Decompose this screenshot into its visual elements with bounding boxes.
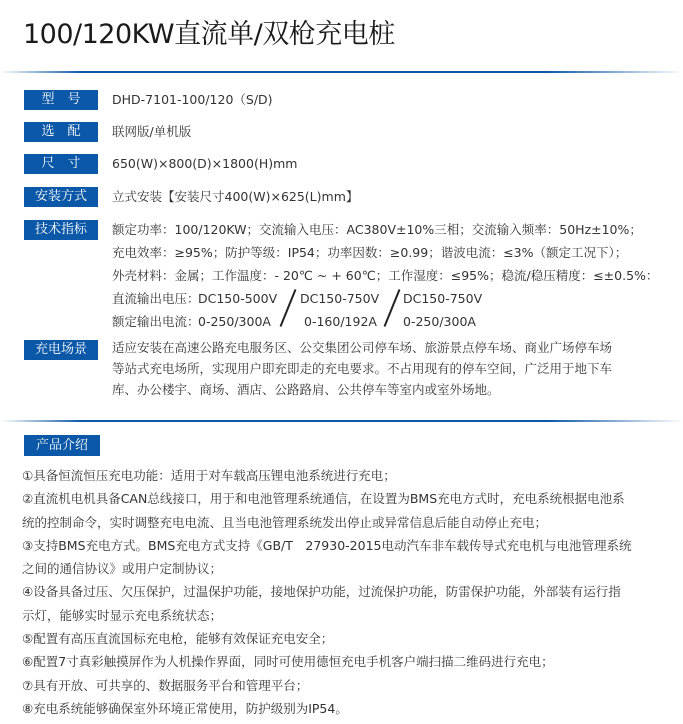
feature-list: [22, 464, 662, 720]
dc-current-1: 0-250/300A: [198, 314, 271, 329]
dc-current-label: 额定输出电流：: [112, 314, 200, 329]
tech-line-2: 充电效率：≥95%；防护等级：IP54；功率因数：≥0.99；谐波电流：≤3%（额定工况下）；: [112, 245, 628, 260]
size-label: 尺 寸: [24, 154, 98, 174]
feature-line-9: ⑥配置7寸真彩触摸屏作为人机操作界面，同时可使用德恒充电手机客户端扫描二维码进行充电；: [22, 654, 554, 670]
scene-line-2: 等站式充电场所，实现用户即充即走的充电要求。不占用现有的停车空间，广泛用于地下车: [112, 361, 613, 376]
section-divider: [0, 420, 683, 422]
feature-line-5: 之间的通信协议》或用户定制协议；: [22, 561, 223, 577]
intro-label: 产品介绍: [24, 435, 100, 456]
feature-line-1: ①具备恒流恒压充电功能：适用于对车载高压锂电池系统进行充电；: [22, 468, 396, 483]
tech-line-3: 外壳材料：金属；工作温度：- 20℃ ~ + 60℃；工作湿度：≤95%；稳流/稳压精度：≤±0.5%：: [112, 268, 659, 283]
feature-line-11: ⑧充电系统能够确保室外环境正常使用，防护级别为IP54。: [22, 700, 348, 716]
dc-current-2: 0-160/192A: [304, 314, 377, 329]
scene-text: [112, 337, 632, 400]
scene-line-3: 库、办公楼宇、商场、酒店、公路路肩、公共停车等室内或室外场地。: [112, 382, 500, 397]
feature-line-4: ③支持BMS充电方式。BMS充电方式支持《GB/T 27930-2015电动汽车非车载传导式充电机与电池管理系统: [22, 537, 632, 553]
tech-specs: [112, 218, 672, 333]
dc-voltage-3: DC150-750V: [403, 291, 483, 306]
feature-line-3: 统的控制命令，实时调整充电电流、且当电池管理系统发出停止或异常信息后能自动停止充电；: [22, 514, 548, 530]
tech-line-1: 额定功率：100/120KW；交流输入电压：AC380V±10%三相；交流输入频率：50Hz±10%；: [112, 222, 642, 237]
top-divider: [0, 71, 683, 73]
model-label: 型 号: [24, 90, 98, 110]
size-value: 650(W)×800(D)×1800(H)mm: [112, 156, 298, 171]
dc-voltage-2: DC150-750V: [300, 291, 380, 306]
page-title: 100/120KW直流单/双枪充电桩: [23, 19, 395, 50]
feature-line-8: ⑤配置有高压直流国标充电枪，能够有效保证充电安全；: [22, 631, 334, 647]
dc-voltage-label: 直流输出电压：: [112, 291, 200, 306]
install-value: 立式安装【安装尺寸400(W)×625(L)mm】: [112, 189, 359, 204]
feature-line-2: ②直流机电机具备CAN总线接口，用于和电池管理系统通信，在设置为BMS充电方式时，充电系统根据电池系: [22, 491, 625, 507]
install-label: 安装方式: [24, 187, 98, 207]
dc-current-3: 0-250/300A: [403, 314, 476, 329]
feature-line-10: ⑦具有开放、可共享的、数据服务平台和管理平台；: [22, 677, 309, 693]
feature-line-7: 示灯，能够实时显示充电系统状态；: [22, 607, 223, 623]
tech-label: 技术指标: [24, 220, 98, 240]
scene-label: 充电场景: [24, 340, 98, 360]
feature-line-6: ④设备具备过压、欠压保护，过温保护功能，接地保护功能，过流保护功能，防雷保护功能，外部装有运行指: [22, 584, 621, 600]
version-value: 联网版/单机版: [112, 124, 192, 139]
dc-voltage-1: DC150-500V: [198, 291, 278, 306]
dc-current-row: [112, 310, 672, 333]
scene-line-1: 适应安装在高速公路充电服务区、公交集团公司停车场、旅游景点停车场、商业广场停车场: [112, 340, 613, 355]
version-label: 选 配: [24, 122, 98, 142]
model-value: DHD-7101-100/120（S/D): [112, 92, 273, 107]
